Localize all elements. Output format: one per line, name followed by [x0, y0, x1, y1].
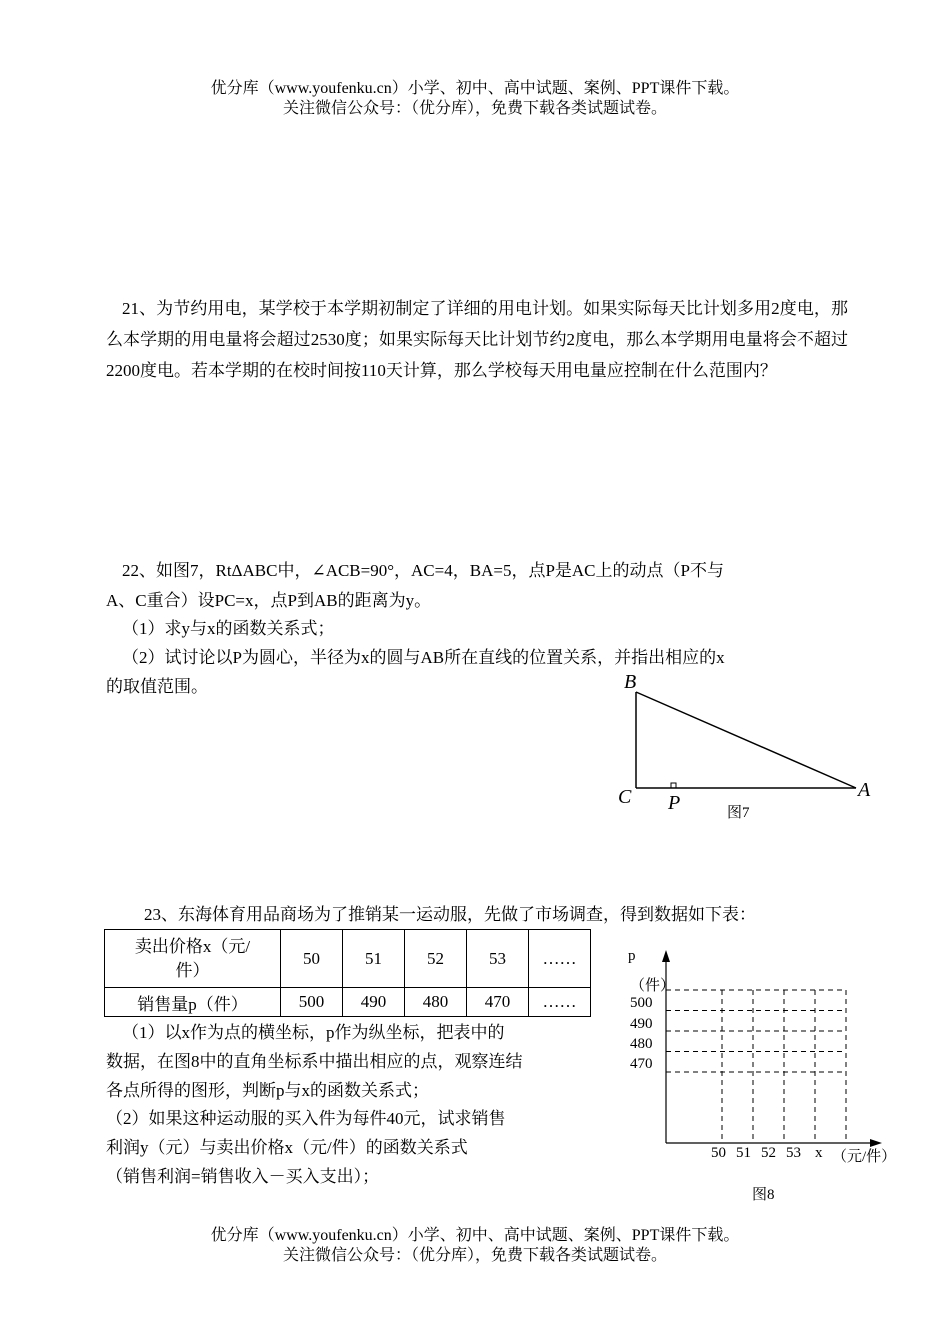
table-cell: 480 — [405, 988, 467, 1017]
q23-intro: 23、东海体育用品商场为了推销某一运动服，先做了市场调查，得到数据如下表： — [144, 905, 756, 924]
q23-part-1c: 各点所得的图形，判断p与x的函数关系式； — [106, 1081, 429, 1100]
q22-part-2a: （2）试讨论以P为圆心，半径为x的圆与AB所在直线的位置关系，并指出相应的x — [122, 648, 725, 667]
q23-part-2b: 利润y（元）与卖出价格x（元/件）的函数关系式 — [106, 1138, 468, 1157]
footer-line-2: 关注微信公众号：（优分库），免费下载各类试题试卷。 — [282, 1247, 667, 1264]
table-cell: 490 — [343, 988, 405, 1017]
table-cell: …… — [529, 988, 591, 1017]
x-tick-label: 51 — [736, 1145, 751, 1161]
question-21: 21、为节约用电，某学校于本学期初制定了详细的用电计划。如果实际每天比计划多用2度电，那么本学期的用电量将会超过2530度；如果实际每天比计划节约2度电，那么本学期用电量将会不超过2200度电。若本学期的在校时间按110天计算，那么学校每天用电量应控制在什么范围内？ — [106, 299, 848, 380]
y-axis-unit: （件） — [630, 978, 676, 994]
label-p: P — [668, 792, 681, 814]
q22-part-1: （1）求y与x的函数关系式； — [122, 619, 335, 638]
label-b: B — [624, 671, 637, 693]
table-cell: …… — [529, 930, 591, 988]
q23-part-2c: （销售利润=销售收入－买入支出）； — [106, 1167, 380, 1186]
x-tick-label: 52 — [761, 1145, 776, 1161]
y-axis-arrow-icon — [662, 950, 670, 962]
q23-part-2a: （2）如果这种运动服的买入件为每件40元，试求销售 — [106, 1109, 506, 1128]
y-tick-label: 480 — [630, 1036, 653, 1052]
table-header-price-a: 卖出价格x（元/ — [134, 936, 251, 956]
figure-8-caption: 图8 — [752, 1187, 775, 1203]
y-tick-label: 490 — [630, 1016, 653, 1032]
footer-line-1: 优分库（www.youfenku.cn）小学、初中、高中试题、案例、PPT课件下载。 — [210, 1227, 740, 1244]
header-line-1: 优分库（www.youfenku.cn）小学、初中、高中试题、案例、PPT课件下载。 — [210, 80, 740, 97]
figure-7-caption: 图7 — [727, 805, 750, 821]
table-cell: 500 — [281, 988, 343, 1017]
figure-7-triangle — [610, 680, 890, 820]
label-a: A — [858, 779, 871, 801]
y-tick-label: 470 — [630, 1056, 653, 1072]
label-c: C — [618, 786, 632, 808]
segment-ba — [636, 692, 856, 788]
q22-line-1: 22、如图7，RtΔABC中，∠ACB=90°，AC=4，BA=5，点P是AC上的动点（P不与 — [122, 561, 724, 580]
price-sales-table — [104, 929, 591, 1017]
table-cell: 51 — [343, 930, 405, 988]
x-axis-unit: （元/件） — [832, 1149, 897, 1165]
q22-line-2: A、C重合）设PC=x，点P到AB的距离为y。 — [106, 591, 432, 610]
x-tick-label: 50 — [711, 1145, 726, 1161]
q23-part-1a: （1）以x作为点的横坐标，p作为纵坐标，把表中的 — [122, 1023, 505, 1042]
table-cell: 53 — [467, 930, 529, 988]
table-cell: 52 — [405, 930, 467, 988]
table-header-sales: 销售量p（件） — [105, 988, 281, 1017]
table-cell: 50 — [281, 930, 343, 988]
header-line-2: 关注微信公众号：（优分库），免费下载各类试题试卷。 — [282, 100, 667, 117]
table-cell: 470 — [467, 988, 529, 1017]
table-header-price — [105, 930, 281, 988]
x-tick-label: 53 — [786, 1145, 801, 1161]
x-axis-label: x — [815, 1145, 823, 1161]
q23-part-1b: 数据，在图8中的直角坐标系中描出相应的点，观察连结 — [106, 1052, 523, 1071]
table-header-price-b: 件） — [175, 960, 210, 980]
y-tick-label: 500 — [630, 995, 653, 1011]
y-axis-label: p — [628, 948, 636, 964]
q22-part-2b: 的取值范围。 — [106, 677, 208, 696]
